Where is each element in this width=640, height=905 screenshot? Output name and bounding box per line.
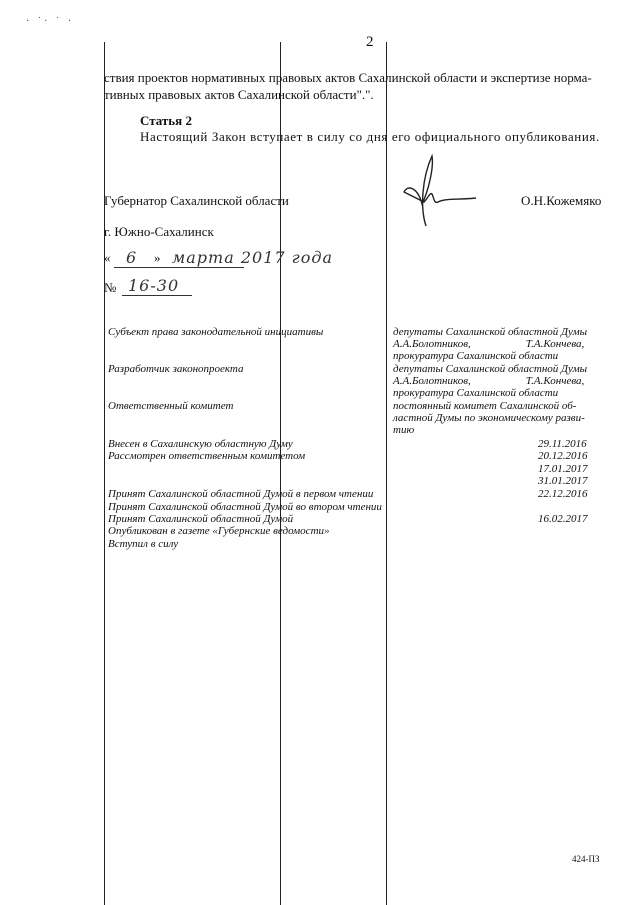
event-reviewed-label: Рассмотрен ответственным комитетом bbox=[108, 450, 306, 462]
meta-label-committee: Ответственный комитет bbox=[108, 400, 234, 412]
date-underline bbox=[114, 267, 244, 268]
meta-value-developer-2: А.А.Болотников, Т.А.Кончева, bbox=[393, 375, 585, 387]
signature-image bbox=[398, 148, 478, 237]
article-text: Настоящий Закон вступает в силу со дня его официального опубликования. bbox=[140, 129, 600, 144]
event-second-reading-label: Принят Сахалинской областной Думой во втором чтении bbox=[108, 501, 382, 513]
scan-line-mid2 bbox=[386, 42, 387, 905]
event-reviewed-date-3: 31.01.2017 bbox=[538, 475, 588, 487]
governor-title: Губернатор Сахалинской области bbox=[104, 193, 289, 208]
meta-value-committee-1: постоянный комитет Сахалинской об- bbox=[393, 400, 577, 412]
meta-value-developer-3: прокуратура Сахалинской области bbox=[393, 387, 559, 399]
page-number: 2 bbox=[366, 34, 374, 50]
meta-value-subject-1: депутаты Сахалинской областной Думы bbox=[393, 326, 588, 338]
date-quote-open: « bbox=[104, 250, 111, 265]
city: г. Южно-Сахалинск bbox=[104, 224, 214, 239]
meta-label-subject: Субъект права законодательной инициативы bbox=[108, 326, 324, 338]
date-quote-close: » bbox=[154, 250, 161, 265]
date-month-year: марта 2017 года bbox=[172, 248, 334, 267]
event-adopted-label: Принят Сахалинской областной Думой bbox=[108, 513, 294, 525]
event-reviewed-date-1: 20.12.2016 bbox=[538, 450, 588, 462]
article-heading: Статья 2 bbox=[140, 113, 192, 128]
scan-dots: · ˙· ˙ · bbox=[26, 16, 75, 27]
event-introduced-label: Внесен в Сахалинскую областную Думу bbox=[108, 438, 293, 450]
event-introduced-date: 29.11.2016 bbox=[538, 438, 587, 450]
event-first-reading-label: Принят Сахалинской областной Думой в первом чтении bbox=[108, 488, 374, 500]
event-first-reading-date: 22.12.2016 bbox=[538, 488, 588, 500]
date-line bbox=[104, 248, 354, 268]
event-reviewed-date-2: 17.01.2017 bbox=[538, 463, 588, 475]
number-prefix: № bbox=[104, 280, 117, 295]
governor-name: О.Н.Кожемяко bbox=[521, 193, 602, 208]
meta-value-committee-3: тию bbox=[393, 424, 415, 436]
doc-code: 424-ПЗ bbox=[572, 854, 600, 864]
meta-value-subject-2: А.А.Болотников, Т.А.Кончева, bbox=[393, 338, 585, 350]
meta-label-developer: Разработчик законопроекта bbox=[108, 363, 244, 375]
event-published-label: Опубликован в газете «Губернские ведомости» bbox=[108, 525, 330, 537]
meta-value-subject-3: прокуратура Сахалинской области bbox=[393, 350, 559, 362]
event-entered-label: Вступил в силу bbox=[108, 538, 179, 550]
scan-line-mid1 bbox=[280, 42, 281, 905]
intro-line-1: ствия проектов нормативных правовых актов Сахалинской области и экспертизе норма- bbox=[104, 70, 592, 85]
meta-value-developer-1: депутаты Сахалинской областной Думы bbox=[393, 363, 588, 375]
number-underline bbox=[122, 295, 192, 296]
meta-value-committee-2: ластной Думы по экономическому разви- bbox=[393, 412, 585, 424]
number-value: 16-30 bbox=[128, 276, 180, 295]
intro-line-2: тивных правовых актов Сахалинской области".". bbox=[104, 87, 374, 102]
event-adopted-date: 16.02.2017 bbox=[538, 513, 588, 525]
scan-line-left bbox=[104, 42, 105, 905]
date-day: 6 bbox=[126, 248, 138, 267]
